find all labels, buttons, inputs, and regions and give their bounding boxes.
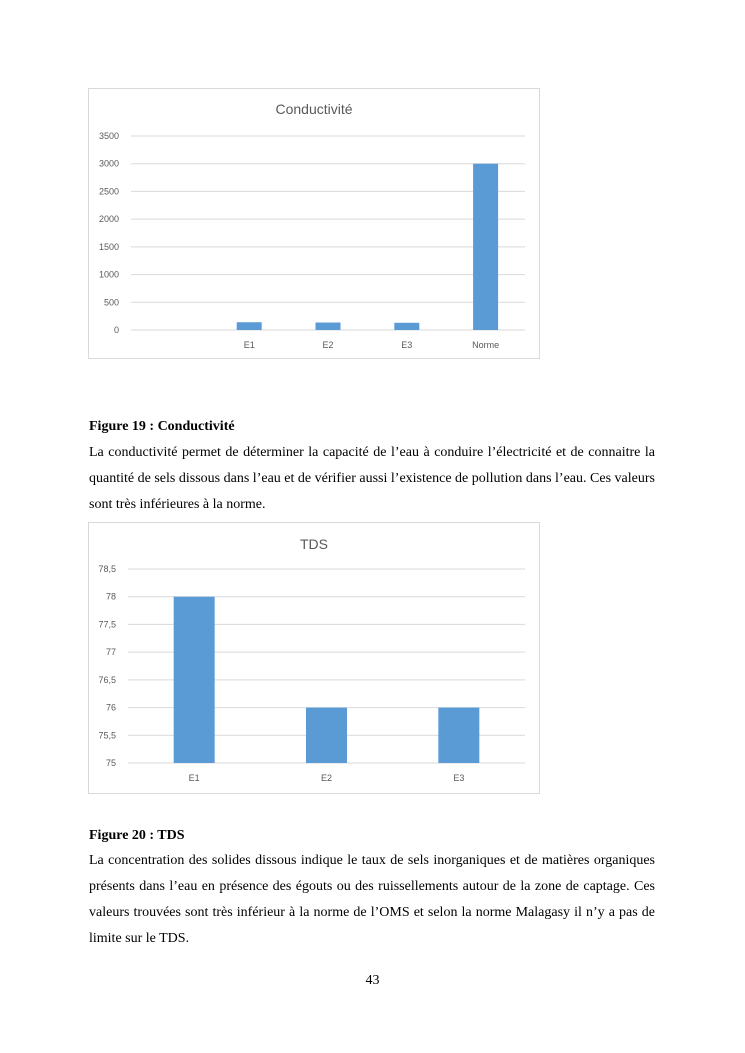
- conductivity-bar: [394, 323, 419, 330]
- tds-x-tick-label: E3: [453, 773, 465, 783]
- figure-20-caption: Figure 20 : TDS: [89, 828, 185, 843]
- conductivity-y-tick-label: 1500: [98, 241, 119, 252]
- tds-x-tick-label: E2: [320, 773, 333, 783]
- conductivity-x-tick-label: E3: [401, 340, 413, 350]
- tds-y-tick-label: 77,5: [98, 619, 116, 630]
- conductivity-x-tick-label: Norme: [472, 340, 500, 350]
- conductivity-bar: [473, 164, 498, 330]
- conductivity-y-tick-label: 0: [113, 325, 119, 335]
- conductivity-x-tick-label: E1: [243, 340, 255, 350]
- tds-bar: [174, 597, 215, 763]
- conductivity-y-tick-label: 2000: [98, 214, 119, 225]
- conductivity-chart: [88, 88, 540, 359]
- tds-y-tick-label: 78,5: [98, 564, 116, 574]
- conductivity-y-tick-label: 500: [103, 297, 119, 308]
- tds-y-tick-label: 77: [105, 647, 116, 658]
- tds-bar: [438, 708, 479, 763]
- conductivity-bar: [316, 323, 341, 330]
- conductivity-y-tick-label: 1000: [98, 269, 119, 280]
- figure-20-paragraph: La concentration des solides dissous indique le taux de sels inorganiques et de matières organiques présents dans l’eau en présence des égouts ou des ruissellements autour de la zone de captage. Ces valeurs trouvées sont très inférieur à la norme de l’OMS et selon la norme Malagasy il n’y a pas de limite sur le TDS.: [89, 853, 655, 946]
- tds-y-tick-label: 76: [105, 702, 116, 713]
- tds-x-tick-label: E1: [188, 773, 200, 783]
- figure-19-paragraph: La conductivité permet de déterminer la capacité de l’eau à conduire l’électricité et de connaitre la quantité de sels dissous dans l’eau et de vérifier aussi l’existence de pollution dans l’eau. Ces valeurs sont très inférieures à la norme.: [89, 445, 655, 512]
- tds-chart: [88, 522, 540, 794]
- conductivity-y-tick-label: 3000: [98, 158, 119, 169]
- page-number: 43: [365, 973, 380, 988]
- conductivity-y-tick-label: 2500: [98, 186, 119, 197]
- conductivity-bar: [237, 322, 262, 330]
- tds-y-tick-label: 75,5: [98, 730, 116, 741]
- tds-y-tick-label: 75: [105, 758, 116, 768]
- conductivity-chart-svg: [89, 89, 539, 358]
- tds-bar: [306, 708, 347, 763]
- tds-chart-title: TDS: [300, 536, 328, 552]
- figure-19-caption: Figure 19 : Conductivité: [89, 419, 235, 434]
- tds-y-tick-label: 76,5: [98, 674, 116, 685]
- tds-y-tick-label: 78: [105, 591, 116, 602]
- conductivity-chart-title: Conductivité: [275, 101, 353, 117]
- conductivity-y-tick-label: 3500: [98, 131, 119, 141]
- conductivity-x-tick-label: E2: [322, 340, 334, 350]
- tds-chart-svg: [89, 523, 539, 793]
